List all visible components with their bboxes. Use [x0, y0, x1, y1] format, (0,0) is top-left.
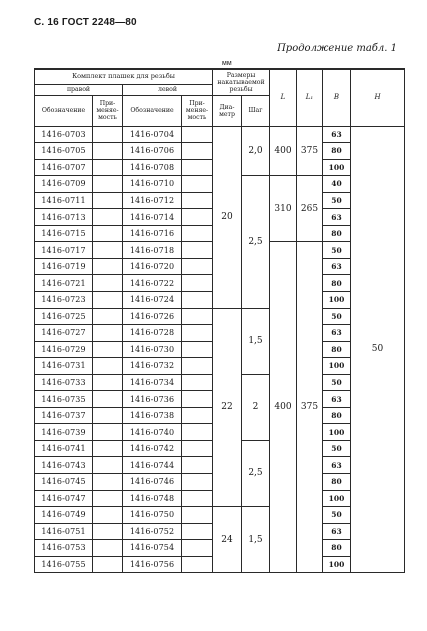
L1-cell: 375	[297, 126, 323, 176]
H-cell: 50	[351, 126, 405, 573]
L-cell: 400	[270, 126, 297, 176]
pitch-cell: 2,5	[242, 440, 270, 506]
left-applicability-cell	[182, 308, 213, 325]
right-applicability-cell	[93, 507, 123, 524]
col-L1-header: L₁	[297, 69, 323, 126]
left-thread-header: левой	[123, 84, 213, 95]
B-cell: 50	[323, 440, 351, 457]
right-applicability-cell	[93, 523, 123, 540]
L-cell: 310	[270, 176, 297, 242]
left-applicability-cell	[182, 258, 213, 275]
right-designation-cell: 1416-0751	[35, 523, 93, 540]
right-applicability-cell	[93, 143, 123, 160]
right-designation-cell: 1416-0723	[35, 291, 93, 308]
left-designation-cell: 1416-0710	[123, 176, 182, 193]
right-applicability-cell	[93, 275, 123, 292]
B-cell: 63	[323, 209, 351, 226]
left-designation-cell: 1416-0704	[123, 126, 182, 143]
left-applicability-cell	[182, 209, 213, 226]
right-designation-cell: 1416-0719	[35, 258, 93, 275]
right-applicability-cell	[93, 291, 123, 308]
left-designation-header: Обозначение	[123, 95, 182, 126]
left-applicability-cell	[182, 391, 213, 408]
right-designation-cell: 1416-0715	[35, 225, 93, 242]
left-applicability-cell	[182, 325, 213, 342]
left-designation-cell: 1416-0740	[123, 424, 182, 441]
B-cell: 80	[323, 407, 351, 424]
left-designation-cell: 1416-0726	[123, 308, 182, 325]
L1-cell: 265	[297, 176, 323, 242]
right-applicability-cell	[93, 308, 123, 325]
right-applicability-cell	[93, 424, 123, 441]
left-designation-cell: 1416-0756	[123, 556, 182, 573]
right-designation-header: Обозначение	[35, 95, 93, 126]
right-applicability-cell	[93, 374, 123, 391]
left-applicability-cell	[182, 275, 213, 292]
B-cell: 63	[323, 391, 351, 408]
left-applicability-cell	[182, 192, 213, 209]
left-designation-cell: 1416-0728	[123, 325, 182, 342]
right-thread-header: правой	[35, 84, 123, 95]
right-applicability-cell	[93, 440, 123, 457]
left-designation-cell: 1416-0714	[123, 209, 182, 226]
diameter-header: Диа- метр	[213, 95, 242, 126]
B-cell: 50	[323, 374, 351, 391]
B-cell: 63	[323, 325, 351, 342]
right-designation-cell: 1416-0745	[35, 473, 93, 490]
pitch-cell: 2,5	[242, 176, 270, 308]
col-L-header: L	[270, 69, 297, 126]
right-applicability-cell	[93, 341, 123, 358]
diameter-cell: 24	[213, 507, 242, 573]
left-designation-cell: 1416-0736	[123, 391, 182, 408]
left-designation-cell: 1416-0708	[123, 159, 182, 176]
right-designation-cell: 1416-0741	[35, 440, 93, 457]
right-designation-cell: 1416-0713	[35, 209, 93, 226]
right-designation-cell: 1416-0739	[35, 424, 93, 441]
right-applicability-cell	[93, 225, 123, 242]
B-cell: 63	[323, 457, 351, 474]
B-cell: 80	[323, 540, 351, 557]
left-designation-cell: 1416-0720	[123, 258, 182, 275]
left-applicability-cell	[182, 291, 213, 308]
B-cell: 80	[323, 473, 351, 490]
table-row	[35, 126, 405, 143]
left-applicability-cell	[182, 490, 213, 507]
left-applicability-cell	[182, 523, 213, 540]
left-applicability-cell	[182, 473, 213, 490]
left-designation-cell: 1416-0718	[123, 242, 182, 259]
right-designation-cell: 1416-0731	[35, 358, 93, 375]
diameter-cell: 20	[213, 126, 242, 308]
sizes-title-header: Размеры накатываемой резьбы	[213, 69, 270, 95]
B-cell: 50	[323, 242, 351, 259]
right-designation-cell: 1416-0747	[35, 490, 93, 507]
B-cell: 80	[323, 275, 351, 292]
right-applicability-cell	[93, 540, 123, 557]
B-cell: 80	[323, 225, 351, 242]
right-designation-cell: 1416-0721	[35, 275, 93, 292]
B-cell: 100	[323, 159, 351, 176]
right-applicability-cell	[93, 407, 123, 424]
L-cell: 400	[270, 242, 297, 573]
B-cell: 80	[323, 341, 351, 358]
left-applicability-header: При- меняе- мость	[182, 95, 213, 126]
right-designation-cell: 1416-0755	[35, 556, 93, 573]
table-row	[35, 507, 405, 524]
B-cell: 50	[323, 192, 351, 209]
right-designation-cell: 1416-0753	[35, 540, 93, 557]
left-designation-cell: 1416-0746	[123, 473, 182, 490]
right-applicability-cell	[93, 473, 123, 490]
pitch-cell: 1,5	[242, 308, 270, 374]
right-designation-cell: 1416-0703	[35, 126, 93, 143]
right-designation-cell: 1416-0749	[35, 507, 93, 524]
left-designation-cell: 1416-0750	[123, 507, 182, 524]
set-title-header: Комплект плашек для резьбы	[35, 69, 213, 84]
B-cell: 100	[323, 291, 351, 308]
diameter-cell: 22	[213, 308, 242, 507]
right-applicability-cell	[93, 325, 123, 342]
pitch-header: Шаг	[242, 95, 270, 126]
right-applicability-cell	[93, 358, 123, 375]
left-designation-cell: 1416-0738	[123, 407, 182, 424]
table-continuation-note: Продолжение табл. 1	[277, 43, 397, 54]
left-applicability-cell	[182, 457, 213, 474]
left-designation-cell: 1416-0742	[123, 440, 182, 457]
B-cell: 100	[323, 556, 351, 573]
right-applicability-cell	[93, 159, 123, 176]
units-label: мм	[222, 60, 232, 67]
left-designation-cell: 1416-0712	[123, 192, 182, 209]
left-designation-cell: 1416-0730	[123, 341, 182, 358]
left-designation-cell: 1416-0734	[123, 374, 182, 391]
right-designation-cell: 1416-0735	[35, 391, 93, 408]
left-designation-cell: 1416-0732	[123, 358, 182, 375]
B-cell: 80	[323, 143, 351, 160]
left-applicability-cell	[182, 407, 213, 424]
right-designation-cell: 1416-0733	[35, 374, 93, 391]
table-row	[35, 308, 405, 325]
B-cell: 40	[323, 176, 351, 193]
right-applicability-cell	[93, 242, 123, 259]
right-applicability-cell	[93, 192, 123, 209]
left-applicability-cell	[182, 556, 213, 573]
right-designation-cell: 1416-0707	[35, 159, 93, 176]
left-applicability-cell	[182, 424, 213, 441]
B-cell: 100	[323, 490, 351, 507]
left-designation-cell: 1416-0748	[123, 490, 182, 507]
right-designation-cell: 1416-0729	[35, 341, 93, 358]
B-cell: 63	[323, 523, 351, 540]
right-applicability-cell	[93, 258, 123, 275]
left-applicability-cell	[182, 143, 213, 160]
left-designation-cell: 1416-0744	[123, 457, 182, 474]
left-applicability-cell	[182, 440, 213, 457]
left-applicability-cell	[182, 176, 213, 193]
right-designation-cell: 1416-0705	[35, 143, 93, 160]
B-cell: 63	[323, 126, 351, 143]
right-applicability-cell	[93, 209, 123, 226]
left-designation-cell: 1416-0752	[123, 523, 182, 540]
left-applicability-cell	[182, 540, 213, 557]
left-applicability-cell	[182, 126, 213, 143]
right-designation-cell: 1416-0717	[35, 242, 93, 259]
B-cell: 50	[323, 308, 351, 325]
left-applicability-cell	[182, 242, 213, 259]
left-designation-cell: 1416-0722	[123, 275, 182, 292]
right-applicability-cell	[93, 556, 123, 573]
left-designation-cell: 1416-0706	[123, 143, 182, 160]
right-applicability-header: При- меняе- мость	[93, 95, 123, 126]
right-applicability-cell	[93, 490, 123, 507]
right-designation-cell: 1416-0727	[35, 325, 93, 342]
pitch-cell: 2	[242, 374, 270, 440]
col-H-header: H	[351, 69, 405, 126]
right-designation-cell: 1416-0711	[35, 192, 93, 209]
right-designation-cell: 1416-0725	[35, 308, 93, 325]
left-designation-cell: 1416-0716	[123, 225, 182, 242]
B-cell: 100	[323, 424, 351, 441]
left-applicability-cell	[182, 358, 213, 375]
left-applicability-cell	[182, 159, 213, 176]
left-applicability-cell	[182, 225, 213, 242]
right-applicability-cell	[93, 176, 123, 193]
left-designation-cell: 1416-0724	[123, 291, 182, 308]
right-designation-cell: 1416-0709	[35, 176, 93, 193]
left-applicability-cell	[182, 507, 213, 524]
pitch-cell: 1,5	[242, 507, 270, 573]
page-header: С. 16 ГОСТ 2248—80	[34, 17, 137, 28]
pitch-cell: 2,0	[242, 126, 270, 176]
right-applicability-cell	[93, 391, 123, 408]
left-designation-cell: 1416-0754	[123, 540, 182, 557]
right-designation-cell: 1416-0737	[35, 407, 93, 424]
B-cell: 100	[323, 358, 351, 375]
B-cell: 63	[323, 258, 351, 275]
col-B-header: B	[323, 69, 351, 126]
right-applicability-cell	[93, 457, 123, 474]
right-applicability-cell	[93, 126, 123, 143]
left-applicability-cell	[182, 341, 213, 358]
spec-table	[34, 68, 405, 573]
B-cell: 50	[323, 507, 351, 524]
L1-cell: 375	[297, 242, 323, 573]
right-designation-cell: 1416-0743	[35, 457, 93, 474]
left-applicability-cell	[182, 374, 213, 391]
